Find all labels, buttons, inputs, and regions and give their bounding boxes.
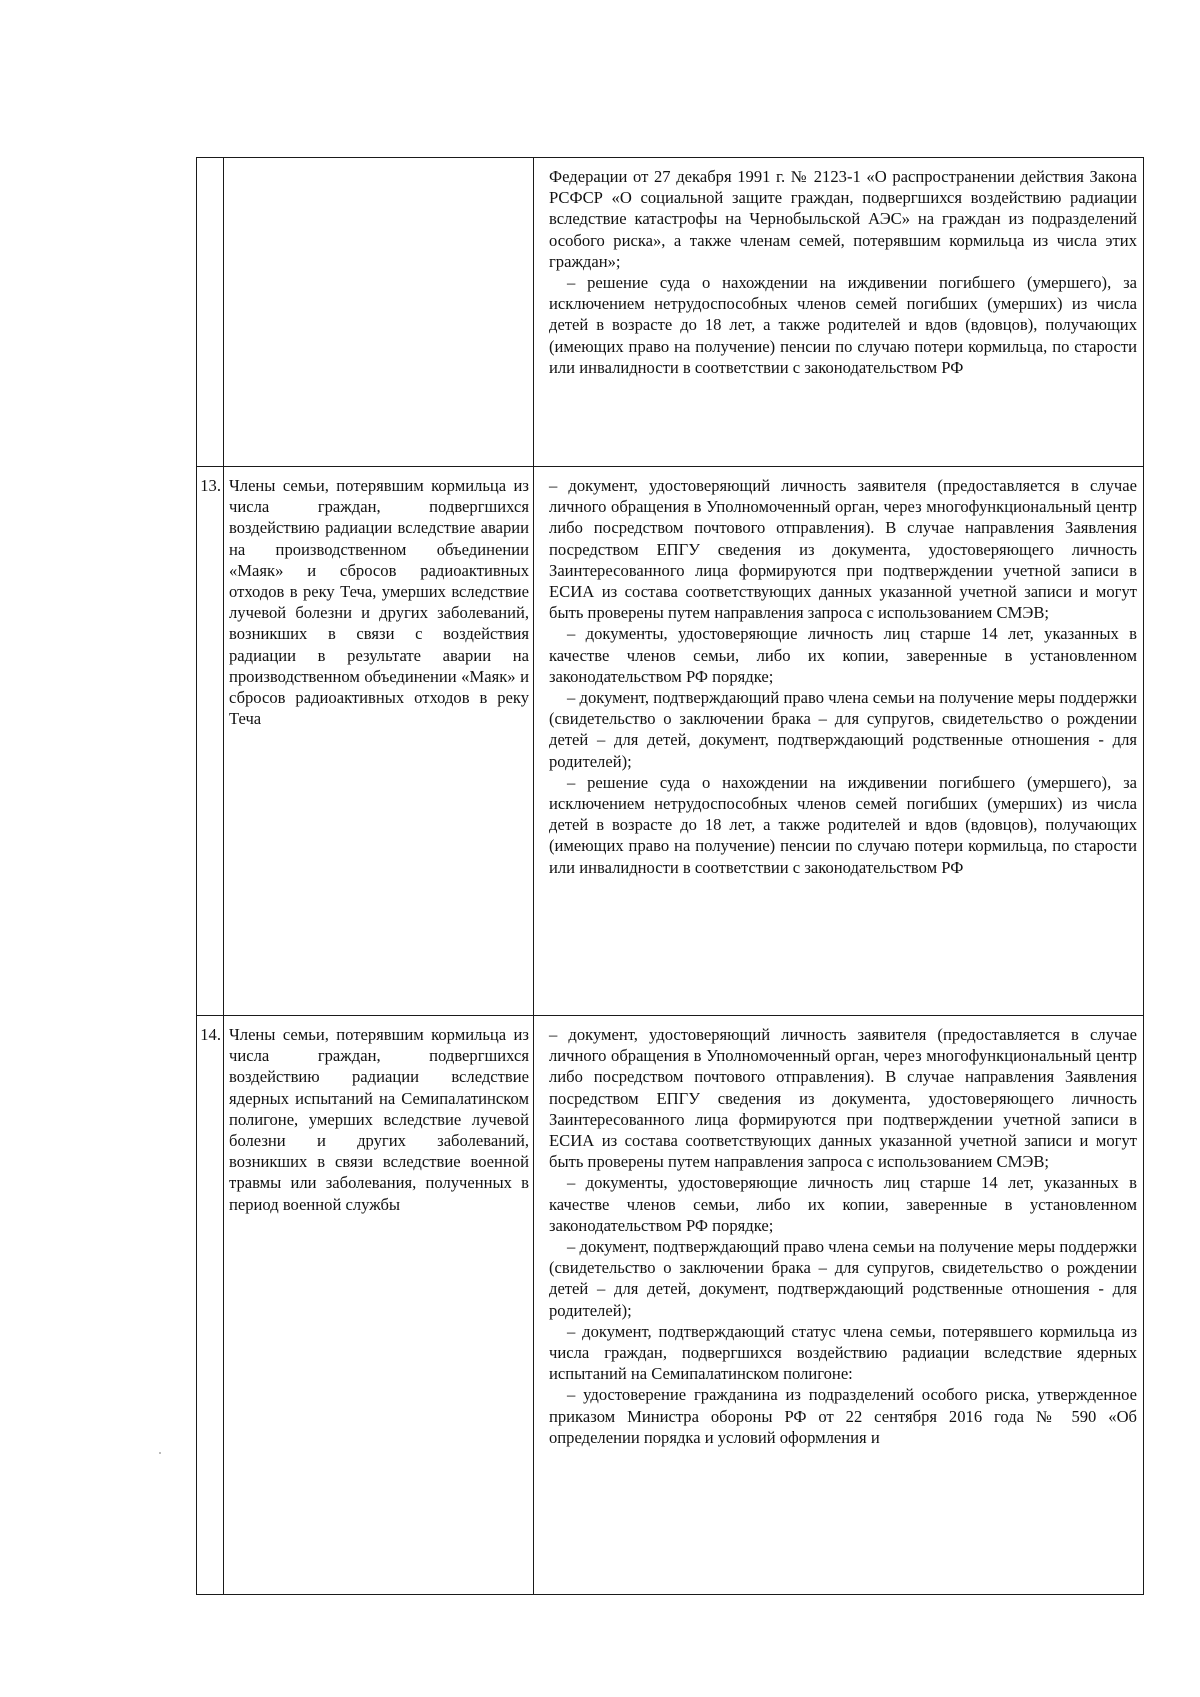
scan-artifact	[159, 1452, 161, 1454]
category-cell	[224, 1016, 534, 1595]
row-number	[197, 158, 224, 467]
document-paragraph: Федерации от 27 декабря 1991 г. № 2123-1 «О распространении действия Закона РСФСР «О социальной защите граждан, подвергшихся воздействию радиации вследствие катастрофы на Чернобыльской АЭС» на граждан из подразделений особого риска», а также членам семей, потерявшим кормильца из числа этих граждан»;	[549, 167, 1137, 271]
document-paragraph: – документы, удостоверяющие личность лиц старше 14 лет, указанных в качестве членов семьи, либо их копии, заверенные в установленном законодательством РФ порядке;	[549, 1173, 1137, 1235]
category-text: Члены семьи, потерявшим кормильца из числа граждан, подвергшихся воздействию радиации вследствие ядерных испытаний на Семипалатинском полигоне, умерших вследствие лучевой болезни и других заболеваний, возникших в связи вследствие военной травмы или заболевания, полученных в период военной службы	[229, 1025, 529, 1214]
documents-cell	[534, 1016, 1144, 1595]
documents-cell	[534, 158, 1144, 467]
row-number: 13.	[197, 467, 224, 1016]
category-cell	[224, 158, 534, 467]
document-paragraph: – документы, удостоверяющие личность лиц старше 14 лет, указанных в качестве членов семьи, либо их копии, заверенные в установленном законодательством РФ порядке;	[549, 624, 1137, 686]
documents-cell	[534, 467, 1144, 1016]
row-number: 14.	[197, 1016, 224, 1595]
document-paragraph: – удостоверение гражданина из подразделений особого риска, утвержденное приказом Министра обороны РФ от 22 сентября 2016 года № 590 «Об определении порядка и условий оформления и	[549, 1385, 1137, 1447]
document-paragraph: – решение суда о нахождении на иждивении погибшего (умершего), за исключением нетрудоспособных членов семей погибших (умерших) из числа детей в возрасте до 18 лет, а также родителей и вдов (вдовцов), получающих (имеющих право на получение) пенсии по случаю потери кормильца, по старости или инвалидности в соответствии с законодательством РФ	[549, 772, 1137, 877]
document-paragraph: – документ, удостоверяющий личность заявителя (предоставляется в случае личного обращения в Уполномоченный орган, через многофункциональный центр либо посредством почтового отправления). В случае направления Заявления посредством ЕПГУ сведения из документа, удостоверяющего личность Заинтересованного лица формируются при подтверждении учетной записи в ЕСИА из состава соответствующих данных указанной учетной записи и могут быть проверены путем направления запроса с использованием СМЭВ;	[549, 1025, 1137, 1172]
document-paragraph: – документ, подтверждающий статус члена семьи, потерявшего кормильца из числа граждан, подвергшихся воздействию радиации вследствие ядерных испытаний на Семипалатинском полигоне:	[549, 1321, 1137, 1384]
category-text: Члены семьи, потерявшим кормильца из числа граждан, подвергшихся воздействию радиации вследствие аварии на производственном объединении «Маяк» и сбросов радиоактивных отходов в реку Теча, умерших вследствие лучевой болезни и других заболеваний, возникших в связи с воздействия радиации в результате аварии на производственном объединении «Маяк» и сбросов радиоактивных отходов в реку Теча	[229, 476, 529, 729]
document-paragraph: – документ, подтверждающий право члена семьи на получение меры поддержки (свидетельство о заключении брака – для супругов, свидетельство о рождении детей – для детей, документ, подтверждающий родственные отношения - для родителей);	[549, 688, 1137, 771]
category-cell	[224, 467, 534, 1016]
documents-table	[196, 157, 1144, 1595]
table-row	[197, 1016, 1144, 1595]
table-row	[197, 158, 1144, 467]
document-paragraph: – документ, подтверждающий право члена семьи на получение меры поддержки (свидетельство о заключении брака – для супругов, свидетельство о рождении детей – для детей, документ, подтверждающий родственные отношения - для родителей);	[549, 1237, 1137, 1320]
document-paragraph: – документ, удостоверяющий личность заявителя (предоставляется в случае личного обращения в Уполномоченный орган, через многофункциональный центр либо посредством почтового отправления). В случае направления Заявления посредством ЕПГУ сведения из документа, удостоверяющего личность Заинтересованного лица формируются при подтверждении учетной записи в ЕСИА из состава соответствующих данных указанной учетной записи и могут быть проверены путем направления запроса с использованием СМЭВ;	[549, 476, 1137, 623]
table-row	[197, 467, 1144, 1016]
document-paragraph: – решение суда о нахождении на иждивении погибшего (умершего), за исключением нетрудоспособных членов семей погибших (умерших) из числа детей в возрасте до 18 лет, а также родителей и вдов (вдовцов), получающих (имеющих право на получение) пенсии по случаю потери кормильца, по старости или инвалидности в соответствии с законодательством РФ	[549, 273, 1137, 377]
